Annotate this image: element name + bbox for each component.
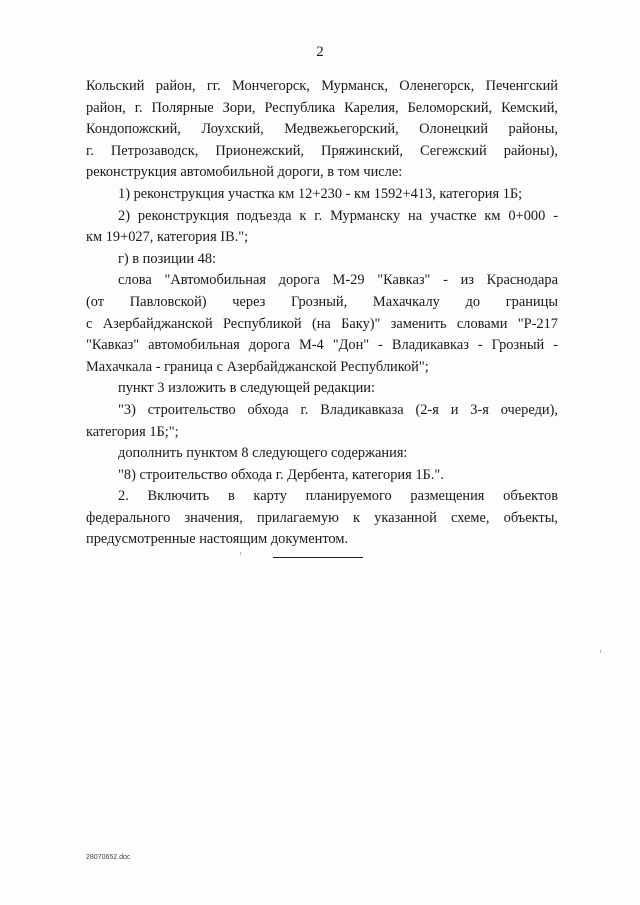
text-line: пункт 3 изложить в следующей редакции: (118, 380, 375, 397)
text-line: км 19+027, категория IB."; (86, 229, 249, 246)
text-line: 1) реконструкция участка км 12+230 - км 1592+413, категория 1Б; (118, 185, 523, 202)
text-line: Кольский район, гг. Мончегорск, Мурманск, Оленегорск, Печенгский (86, 78, 558, 94)
text-line: "Кавказ" автомобильная дорога М-4 "Дон" - Владикавказ - Грозный - (86, 337, 558, 354)
scan-speck (600, 650, 601, 653)
scan-speck (240, 552, 241, 555)
end-separator-line (273, 557, 363, 558)
file-name-footer: 28070652.doc (86, 854, 131, 861)
text-line: "3) строительство обхода г. Владикавказа (2-я и 3-я очереди), (118, 401, 558, 418)
document-body (86, 76, 558, 551)
text-line: район, г. Полярные Зори, Республика Карелия, Беломорский, Кемский, (86, 99, 558, 116)
text-line: с Азербайджанской Республикой (на Баку)" заменить словами "Р-217 (86, 315, 558, 332)
text-line: (от Павловской) через Грозный, Махачкалу до границы (86, 293, 558, 310)
text-line: 2. Включить в карту планируемого размещения объектов (118, 488, 558, 505)
text-line: дополнить пунктом 8 следующего содержания: (118, 445, 408, 462)
text-line: 2) реконструкция подъезда к г. Мурманску на участке км 0+000 - (118, 207, 558, 224)
text-line: федерального значения, прилагаемую к указанной схеме, объекты, (86, 509, 558, 526)
page-number: 2 (316, 44, 324, 60)
text-line: категория 1Б;"; (86, 423, 179, 440)
text-line: предусмотренные настоящим документом. (86, 531, 349, 548)
text-line: Кондопожский, Лоухский, Медвежьегорский, Олонецкий районы, (86, 121, 558, 138)
text-line: слова "Автомобильная дорога М-29 "Кавказ" - из Краснодара (118, 272, 558, 289)
text-line: реконструкция автомобильной дороги, в том числе: (86, 164, 403, 181)
text-line: Махачкала - граница с Азербайджанской Республикой"; (86, 358, 429, 375)
text-line: г. Петрозаводск, Прионежский, Пряжинский, Сегежский районы), (86, 142, 558, 159)
text-line: "8) строительство обхода г. Дербента, категория 1Б.". (118, 466, 444, 483)
text-line: г) в позиции 48: (118, 250, 217, 267)
